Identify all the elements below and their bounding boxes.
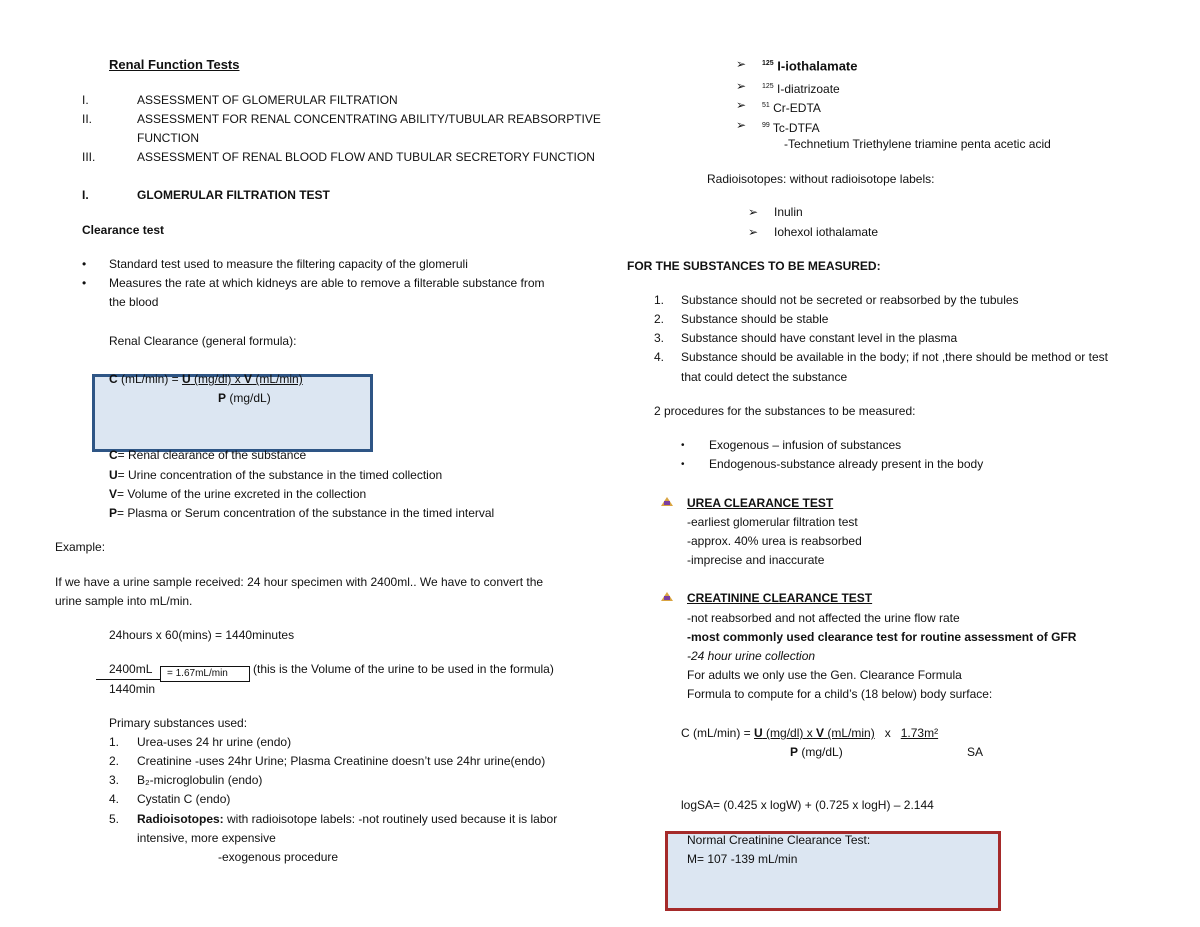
clearance-heading: Clearance test bbox=[82, 223, 165, 237]
child-formula-sa: SA bbox=[967, 745, 984, 759]
isotope-3: $^{51}$ Cr-EDTA bbox=[762, 101, 821, 115]
without-item-2: Iohexol iothalamate bbox=[774, 225, 879, 239]
arrow-bullet-icon bbox=[736, 98, 746, 113]
creatinine-point-1: -not reabsorbed and not affected the urine flow rate bbox=[687, 611, 960, 625]
toc-num-1: I. bbox=[82, 93, 89, 107]
bullet-2-cont: the blood bbox=[109, 295, 159, 309]
primary-num-5: 5. bbox=[109, 812, 120, 826]
def-p: P= Plasma or Serum concentration of the substance in the timed interval bbox=[109, 506, 495, 520]
urea-point-2: -approx. 40% urea is reabsorbed bbox=[687, 534, 862, 548]
diamond-bullet-icon bbox=[661, 495, 673, 510]
measured-num-2: 2. bbox=[654, 312, 665, 326]
without-item-1: Inulin bbox=[774, 205, 803, 219]
def-u: U= Urine concentration of the substance in the timed collection bbox=[109, 468, 443, 482]
fraction-note: (this is the Volume of the urine to be used in the formula) bbox=[253, 662, 554, 676]
def-v: V= Volume of the urine excreted in the collection bbox=[109, 487, 367, 501]
example-label: Example: bbox=[55, 540, 106, 554]
general-formula-numerator: C (mL/min) = U (mg/dl) x V (mL/min) bbox=[109, 372, 303, 386]
isotope-1: $^{125}$ I-iothalamate bbox=[762, 58, 858, 74]
arrow-bullet-icon bbox=[736, 57, 746, 72]
primary-item-5-sub: -exogenous procedure bbox=[218, 850, 339, 864]
toc-item-2: ASSESSMENT FOR RENAL CONCENTRATING ABILITY/TUBULAR REABSORPTIVE bbox=[137, 112, 601, 126]
arrow-bullet-icon bbox=[748, 205, 758, 220]
fraction-denominator: 1440min bbox=[109, 682, 156, 696]
procedure-2: Endogenous-substance already present in the body bbox=[709, 457, 984, 471]
fraction-bar bbox=[96, 679, 166, 680]
procedures-label: 2 procedures for the substances to be measured: bbox=[654, 404, 916, 418]
primary-label: Primary substances used: bbox=[109, 716, 248, 730]
measured-item-4: Substance should be available in the body; if not ,there should be method or test bbox=[681, 350, 1108, 364]
general-formula-denominator: P (mg/dL) bbox=[218, 391, 271, 405]
normal-label: Normal Creatinine Clearance Test: bbox=[687, 833, 871, 847]
creatinine-heading: CREATININE CLEARANCE TEST bbox=[687, 591, 873, 605]
measured-heading: FOR THE SUBSTANCES TO BE MEASURED: bbox=[627, 259, 881, 273]
toc-item-1: ASSESSMENT OF GLOMERULAR FILTRATION bbox=[137, 93, 398, 107]
fraction-numerator: 2400mL bbox=[109, 662, 153, 676]
child-formula-numerator: C (mL/min) = U (mg/dl) x V (mL/min) x 1.73m² bbox=[681, 726, 939, 740]
primary-item-3: B₂-microglobulin (endo) bbox=[137, 773, 263, 787]
primary-num-3: 3. bbox=[109, 773, 120, 787]
primary-item-1: Urea-uses 24 hr urine (endo) bbox=[137, 735, 292, 749]
primary-item-5-cont: intensive, more expensive bbox=[137, 831, 276, 845]
creatinine-point-3: -24 hour urine collection bbox=[687, 649, 816, 663]
procedure-1: Exogenous – infusion of substances bbox=[709, 438, 902, 452]
creatinine-point-5: Formula to compute for a child’s (18 below) body surface: bbox=[687, 687, 993, 701]
without-label: Radioisotopes: without radioisotope labels: bbox=[707, 172, 935, 186]
isotope-4: $^{99}$ Tc-DTFA bbox=[762, 121, 820, 135]
toc-item-2-cont: FUNCTION bbox=[137, 131, 199, 145]
tc-note: -Technetium Triethylene triamine penta acetic acid bbox=[784, 137, 1051, 151]
urea-point-3: -imprecise and inaccurate bbox=[687, 553, 825, 567]
section-num: I. bbox=[82, 188, 89, 202]
fraction-result: = 1.67mL/min bbox=[160, 666, 250, 682]
measured-item-3: Substance should have constant level in the plasma bbox=[681, 331, 958, 345]
measured-item-1: Substance should not be secreted or reabsorbed by the tubules bbox=[681, 293, 1019, 307]
urea-point-1: -earliest glomerular filtration test bbox=[687, 515, 858, 529]
primary-num-4: 4. bbox=[109, 792, 120, 806]
bullet-dot: • bbox=[82, 276, 87, 290]
arrow-bullet-icon bbox=[736, 118, 746, 133]
bullet-dot: • bbox=[681, 459, 685, 470]
primary-item-2: Creatinine -uses 24hr Urine; Plasma Creatinine doesn’t use 24hr urine(endo) bbox=[137, 754, 546, 768]
arrow-bullet-icon bbox=[736, 79, 746, 94]
isotope-2: $^{125}$ I-diatrizoate bbox=[762, 82, 840, 96]
creatinine-point-4: For adults we only use the Gen. Clearance Formula bbox=[687, 668, 962, 682]
def-c: C= Renal clearance of the substance bbox=[109, 448, 307, 462]
bullet-dot: • bbox=[681, 440, 685, 451]
page-title: Renal Function Tests bbox=[109, 57, 240, 72]
toc-item-3: ASSESSMENT OF RENAL BLOOD FLOW AND TUBULAR SECRETORY FUNCTION bbox=[137, 150, 595, 164]
measured-num-1: 1. bbox=[654, 293, 665, 307]
example-text: If we have a urine sample received: 24 hour specimen with 2400ml.. We have to convert the bbox=[55, 575, 544, 589]
section-title: GLOMERULAR FILTRATION TEST bbox=[137, 188, 330, 202]
bullet-dot: • bbox=[82, 257, 87, 271]
primary-item-4: Cystatin C (endo) bbox=[137, 792, 231, 806]
toc-num-3: III. bbox=[82, 150, 96, 164]
primary-item-5: Radioisotopes: with radioisotope labels: -not routinely used because it is labor bbox=[137, 812, 558, 826]
primary-num-2: 2. bbox=[109, 754, 120, 768]
child-formula-denominator: P (mg/dL) bbox=[790, 745, 843, 759]
arrow-bullet-icon bbox=[748, 225, 758, 240]
measured-num-4: 4. bbox=[654, 350, 665, 364]
creatinine-point-2: -most commonly used clearance test for routine assessment of GFR bbox=[687, 630, 1077, 644]
logsa-formula: logSA= (0.425 x logW) + (0.725 x logH) – 2.144 bbox=[681, 798, 934, 812]
measured-item-2: Substance should be stable bbox=[681, 312, 829, 326]
toc-num-2: II. bbox=[82, 112, 93, 126]
calc-line: 24hours x 60(mins) = 1440minutes bbox=[109, 628, 295, 642]
measured-item-4-cont: that could detect the substance bbox=[681, 370, 848, 384]
formula-label: Renal Clearance (general formula): bbox=[109, 334, 297, 348]
normal-value: M= 107 -139 mL/min bbox=[687, 852, 798, 866]
urea-heading: UREA CLEARANCE TEST bbox=[687, 496, 834, 510]
bullet-2: Measures the rate at which kidneys are able to remove a filterable substance from bbox=[109, 276, 545, 290]
example-text-cont: urine sample into mL/min. bbox=[55, 594, 193, 608]
diamond-bullet-icon bbox=[661, 590, 673, 605]
primary-num-1: 1. bbox=[109, 735, 120, 749]
bullet-1: Standard test used to measure the filtering capacity of the glomeruli bbox=[109, 257, 468, 271]
measured-num-3: 3. bbox=[654, 331, 665, 345]
